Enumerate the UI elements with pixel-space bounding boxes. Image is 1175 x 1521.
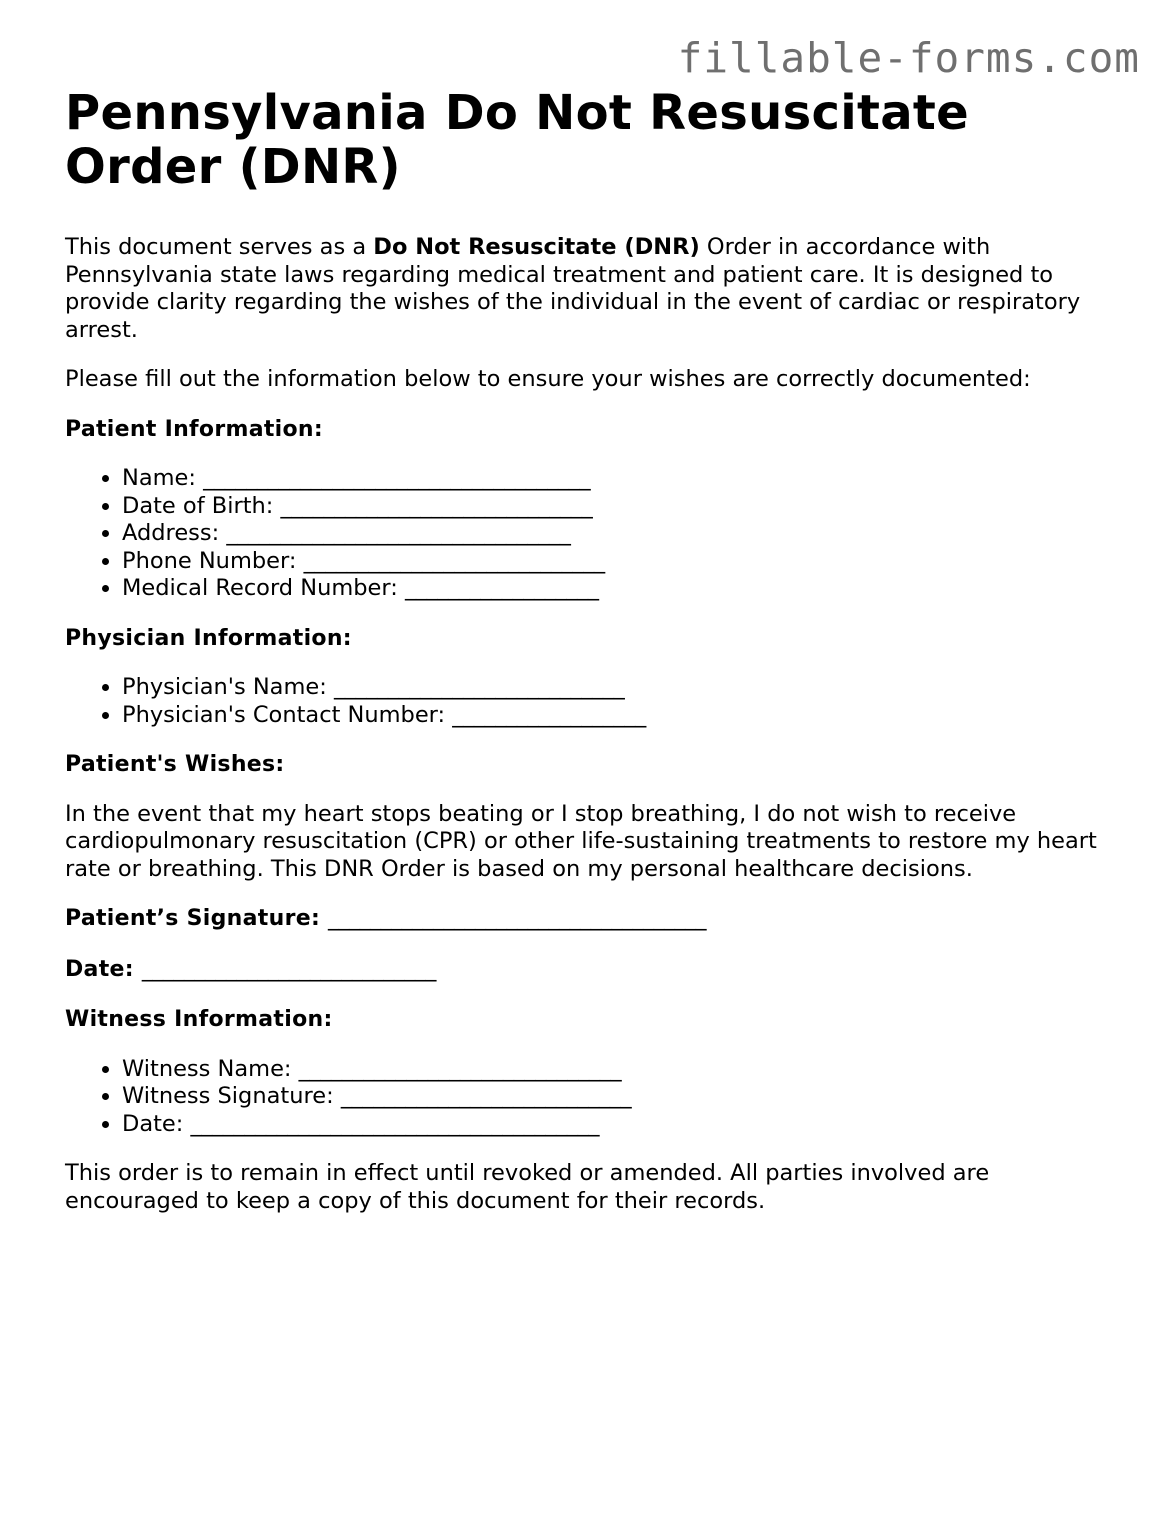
field-physician-name bbox=[122, 674, 1125, 702]
field-label: Date of Birth: bbox=[122, 492, 281, 519]
witness-name-blank[interactable]: ______________________________ bbox=[298, 1055, 622, 1082]
field-label: Name: bbox=[122, 465, 204, 491]
intro-before: This document serves as a bbox=[65, 234, 374, 260]
physician-info-heading: Physician Information: bbox=[65, 625, 352, 651]
address-blank[interactable]: ________________________________ bbox=[226, 520, 571, 546]
date-blank[interactable]: ____________________________ bbox=[141, 956, 436, 982]
closing-paragraph: This order is to remain in effect until revoked or amended. All parties involved are encouraged to keep a copy of this document for their records. bbox=[65, 1160, 990, 1214]
watermark-text: fillable-forms.com bbox=[677, 34, 1140, 82]
patient-signature-blank[interactable]: ____________________________________ bbox=[328, 906, 706, 931]
document-page bbox=[65, 86, 1125, 1237]
field-physician-contact bbox=[122, 702, 1125, 730]
witness-date-blank[interactable]: ______________________________________ bbox=[190, 1110, 600, 1137]
name-blank[interactable]: ____________________________________ bbox=[203, 465, 591, 491]
field-label: Physician's Contact Number: bbox=[122, 701, 453, 728]
field-label: Address: bbox=[122, 520, 227, 546]
field-name bbox=[122, 465, 1125, 493]
field-label: Date: bbox=[122, 1110, 191, 1137]
field-label: Phone Number: bbox=[122, 547, 304, 574]
witness-info-list bbox=[65, 1056, 1125, 1139]
field-label: Physician's Name: bbox=[122, 674, 334, 700]
field-witness-name bbox=[122, 1056, 1125, 1084]
intro-paragraph bbox=[65, 234, 1125, 344]
signature-label: Patient’s Signature: bbox=[65, 906, 328, 931]
field-phone-number bbox=[122, 548, 1125, 576]
field-witness-signature bbox=[122, 1083, 1125, 1111]
intro-bold: Do Not Resuscitate (DNR) bbox=[373, 234, 700, 260]
witness-info-heading: Witness Information: bbox=[65, 1007, 333, 1032]
field-address bbox=[122, 520, 1125, 548]
field-date-of-birth bbox=[122, 493, 1125, 521]
phone-number-blank[interactable]: ____________________________ bbox=[303, 547, 605, 574]
patient-signature-line bbox=[65, 905, 1125, 933]
patient-info-heading: Patient Information: bbox=[65, 416, 323, 442]
intro-after: Order in accordance with Pennsylvania state laws regarding medical treatment and patient care. It is designed to provide clarity regarding the wishes of the individual in the event of cardiac or respiratory arrest. bbox=[65, 234, 1081, 343]
field-label: Medical Record Number: bbox=[122, 575, 405, 601]
patient-info-list bbox=[65, 465, 1125, 603]
medical-record-number-blank[interactable]: __________________ bbox=[404, 575, 599, 601]
field-witness-date bbox=[122, 1111, 1125, 1139]
date-line bbox=[65, 956, 1125, 984]
date-of-birth-blank[interactable]: _____________________________ bbox=[280, 492, 593, 519]
physician-contact-blank[interactable]: __________________ bbox=[452, 701, 646, 728]
date-label: Date: bbox=[65, 956, 142, 982]
patient-wishes-text: In the event that my heart stops beating or I stop breathing, I do not wish to receive cardiopulmonary resuscitation (CPR) or other life-sustaining treatments to restore my heart rate or breathing. This DNR Order is based on my personal healthcare decisions. bbox=[65, 800, 1097, 882]
field-medical-record-number bbox=[122, 575, 1125, 603]
witness-signature-blank[interactable]: ___________________________ bbox=[340, 1083, 632, 1109]
field-label: Witness Signature: bbox=[122, 1083, 341, 1109]
page-title: Pennsylvania Do Not Resuscitate Order (DNR) bbox=[65, 85, 970, 195]
field-label: Witness Name: bbox=[122, 1055, 299, 1082]
physician-info-list bbox=[65, 674, 1125, 729]
physician-name-blank[interactable]: ___________________________ bbox=[333, 674, 625, 700]
patient-wishes-heading: Patient's Wishes: bbox=[65, 752, 285, 777]
instruction-paragraph: Please fill out the information below to ensure your wishes are correctly documented: bbox=[65, 366, 1031, 392]
